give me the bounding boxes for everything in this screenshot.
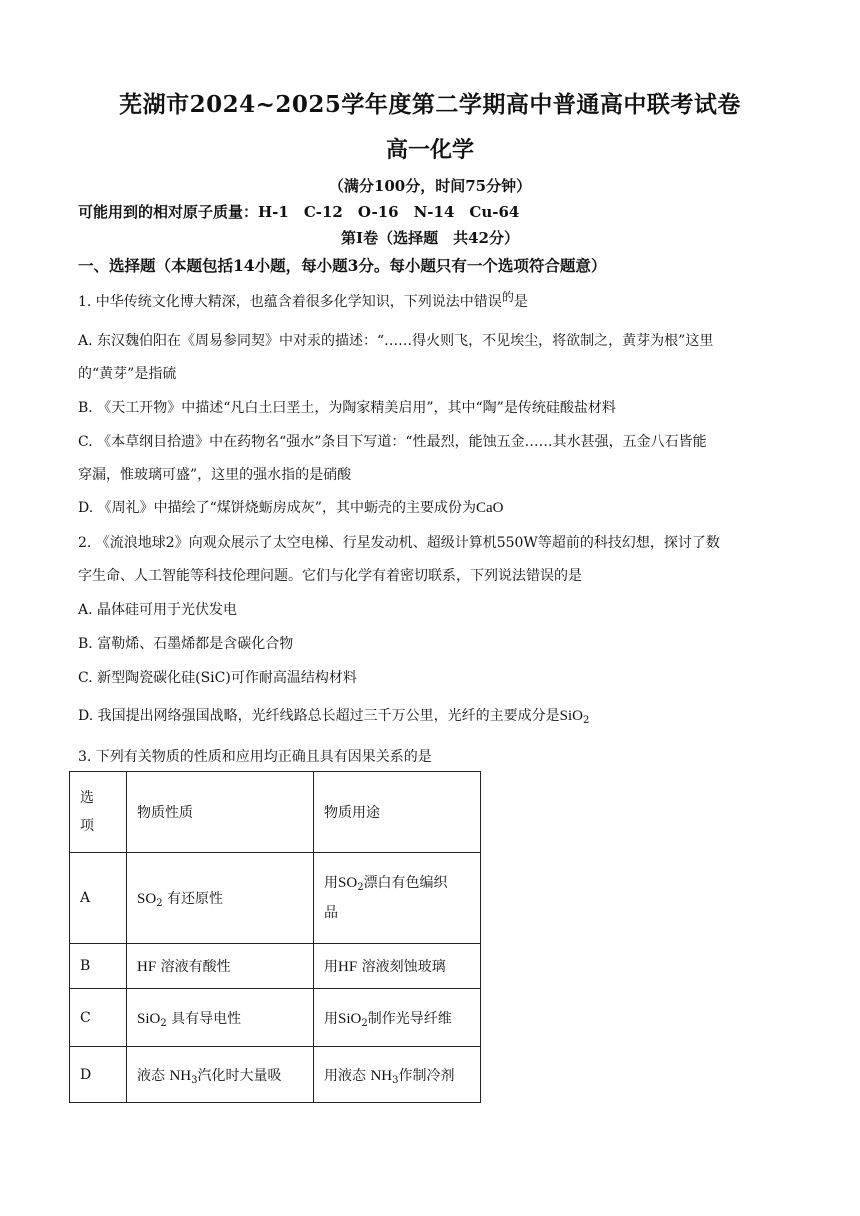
part-one-heading: 第Ⅰ卷（选择题 共42分）: [341, 229, 519, 247]
row-use: 用$SO_2$漂白有色编织 品: [314, 853, 481, 944]
row-option: D: [70, 1047, 127, 1103]
table-row: [70, 989, 481, 1047]
row-property: 液态 $NH_3$汽化时大量吸: [127, 1047, 314, 1103]
row-property: $SO_2$ 有还原性: [127, 853, 314, 944]
q1-stem-sup: 的: [501, 290, 514, 304]
row-option: B: [70, 944, 127, 989]
q2-option-a: A. 晶体硅可用于光伏发电: [78, 602, 238, 618]
q2-option-c: C. 新型陶瓷碳化硅(SiC)可作耐高温结构材料: [78, 670, 357, 686]
q2-option-d: [78, 705, 589, 725]
header-use: 物质用途: [314, 772, 481, 853]
q1-option-d-text: D. 《周礼》中描绘了“煤饼烧蛎房成灰”，其中蛎壳的主要成份为: [78, 500, 476, 516]
q1-option-b: B. 《天工开物》中描述“凡白土曰垩土，为陶家精美启用”，其中“陶”是传统硅酸盐材料: [78, 400, 616, 416]
q1-option-d: [78, 497, 503, 517]
exam-title: 芜湖市2024~2025学年度第二学期高中普通高中联考试卷: [119, 91, 741, 118]
header-property: 物质性质: [127, 772, 314, 853]
row-property: SiO$_2$ 具有导电性: [127, 989, 314, 1047]
q2-option-d-subscript: 2: [582, 715, 590, 726]
q2-option-d-formula: SiO: [559, 708, 583, 724]
row-use: 用SiO$_2$制作光导纤维: [314, 989, 481, 1047]
q3-table: [69, 771, 481, 1103]
q1-option-c-line2: 穿漏，惟玻璃可盛”，这里的强水指的是硝酸: [78, 467, 352, 483]
q2-option-d-text: D. 我国提出网络强国战略，光纤线路总长超过三千万公里，光纤的主要成分是: [78, 708, 560, 724]
q1-option-c-line1: C. 《本草纲目拾遗》中在药物名“强水”条目下写道：“性最烈，能蚀五金……其水甚强，五金八石皆能: [78, 434, 707, 450]
row-option: A: [70, 853, 127, 944]
row-use: 用HF 溶液刻蚀玻璃: [314, 944, 481, 989]
section-heading: 一、选择题（本题包括14小题，每小题3分。每小题只有一个选项符合题意）: [78, 256, 607, 275]
q1-stem-text: 1. 中华传统文化博大精深，也蕴含着很多化学知识，下列说法中错误: [78, 294, 502, 310]
row-option: C: [70, 989, 127, 1047]
row-use: 用液态 $NH_3$作制冷剂: [314, 1047, 481, 1103]
table-row: [70, 944, 481, 989]
q1-option-a-line2: 的“黄芽”是指硫: [78, 366, 177, 382]
exam-subject: 高一化学: [385, 137, 474, 163]
q1-option-d-formula: CaO: [475, 500, 504, 516]
q1-option-a-line1: A. 东汉魏伯阳在《周易参同契》中对汞的描述：“……得火则飞，不见埃尘，将欲制之，黄芽为根”这里: [78, 333, 714, 349]
header-option: 选 项: [70, 772, 127, 853]
table-row: [70, 853, 481, 944]
q1-stem-end: 是: [513, 294, 528, 310]
q3-stem: 3. 下列有关物质的性质和应用均正确且具有因果关系的是: [78, 749, 432, 765]
score-time-note: （满分100分，时间75分钟）: [328, 177, 532, 195]
table-row: [70, 1047, 481, 1103]
q2-option-b: B. 富勒烯、石墨烯都是含碳化合物: [78, 636, 294, 652]
q2-stem-line2: 字生命、人工智能等科技伦理问题。它们与化学有着密切联系，下列说法错误的是: [78, 568, 582, 584]
row-property: HF 溶液有酸性: [127, 944, 314, 989]
atomic-mass-line: 可能用到的相对原子质量：H-1 C-12 O-16 N-14 Cu-64: [78, 203, 520, 221]
q1-stem: [78, 291, 528, 311]
q2-stem-line1: 2. 《流浪地球2》向观众展示了太空电梯、行星发动机、超级计算机550W等超前的科技幻想，探讨了数: [78, 535, 720, 551]
q3-table-header: [70, 772, 481, 853]
